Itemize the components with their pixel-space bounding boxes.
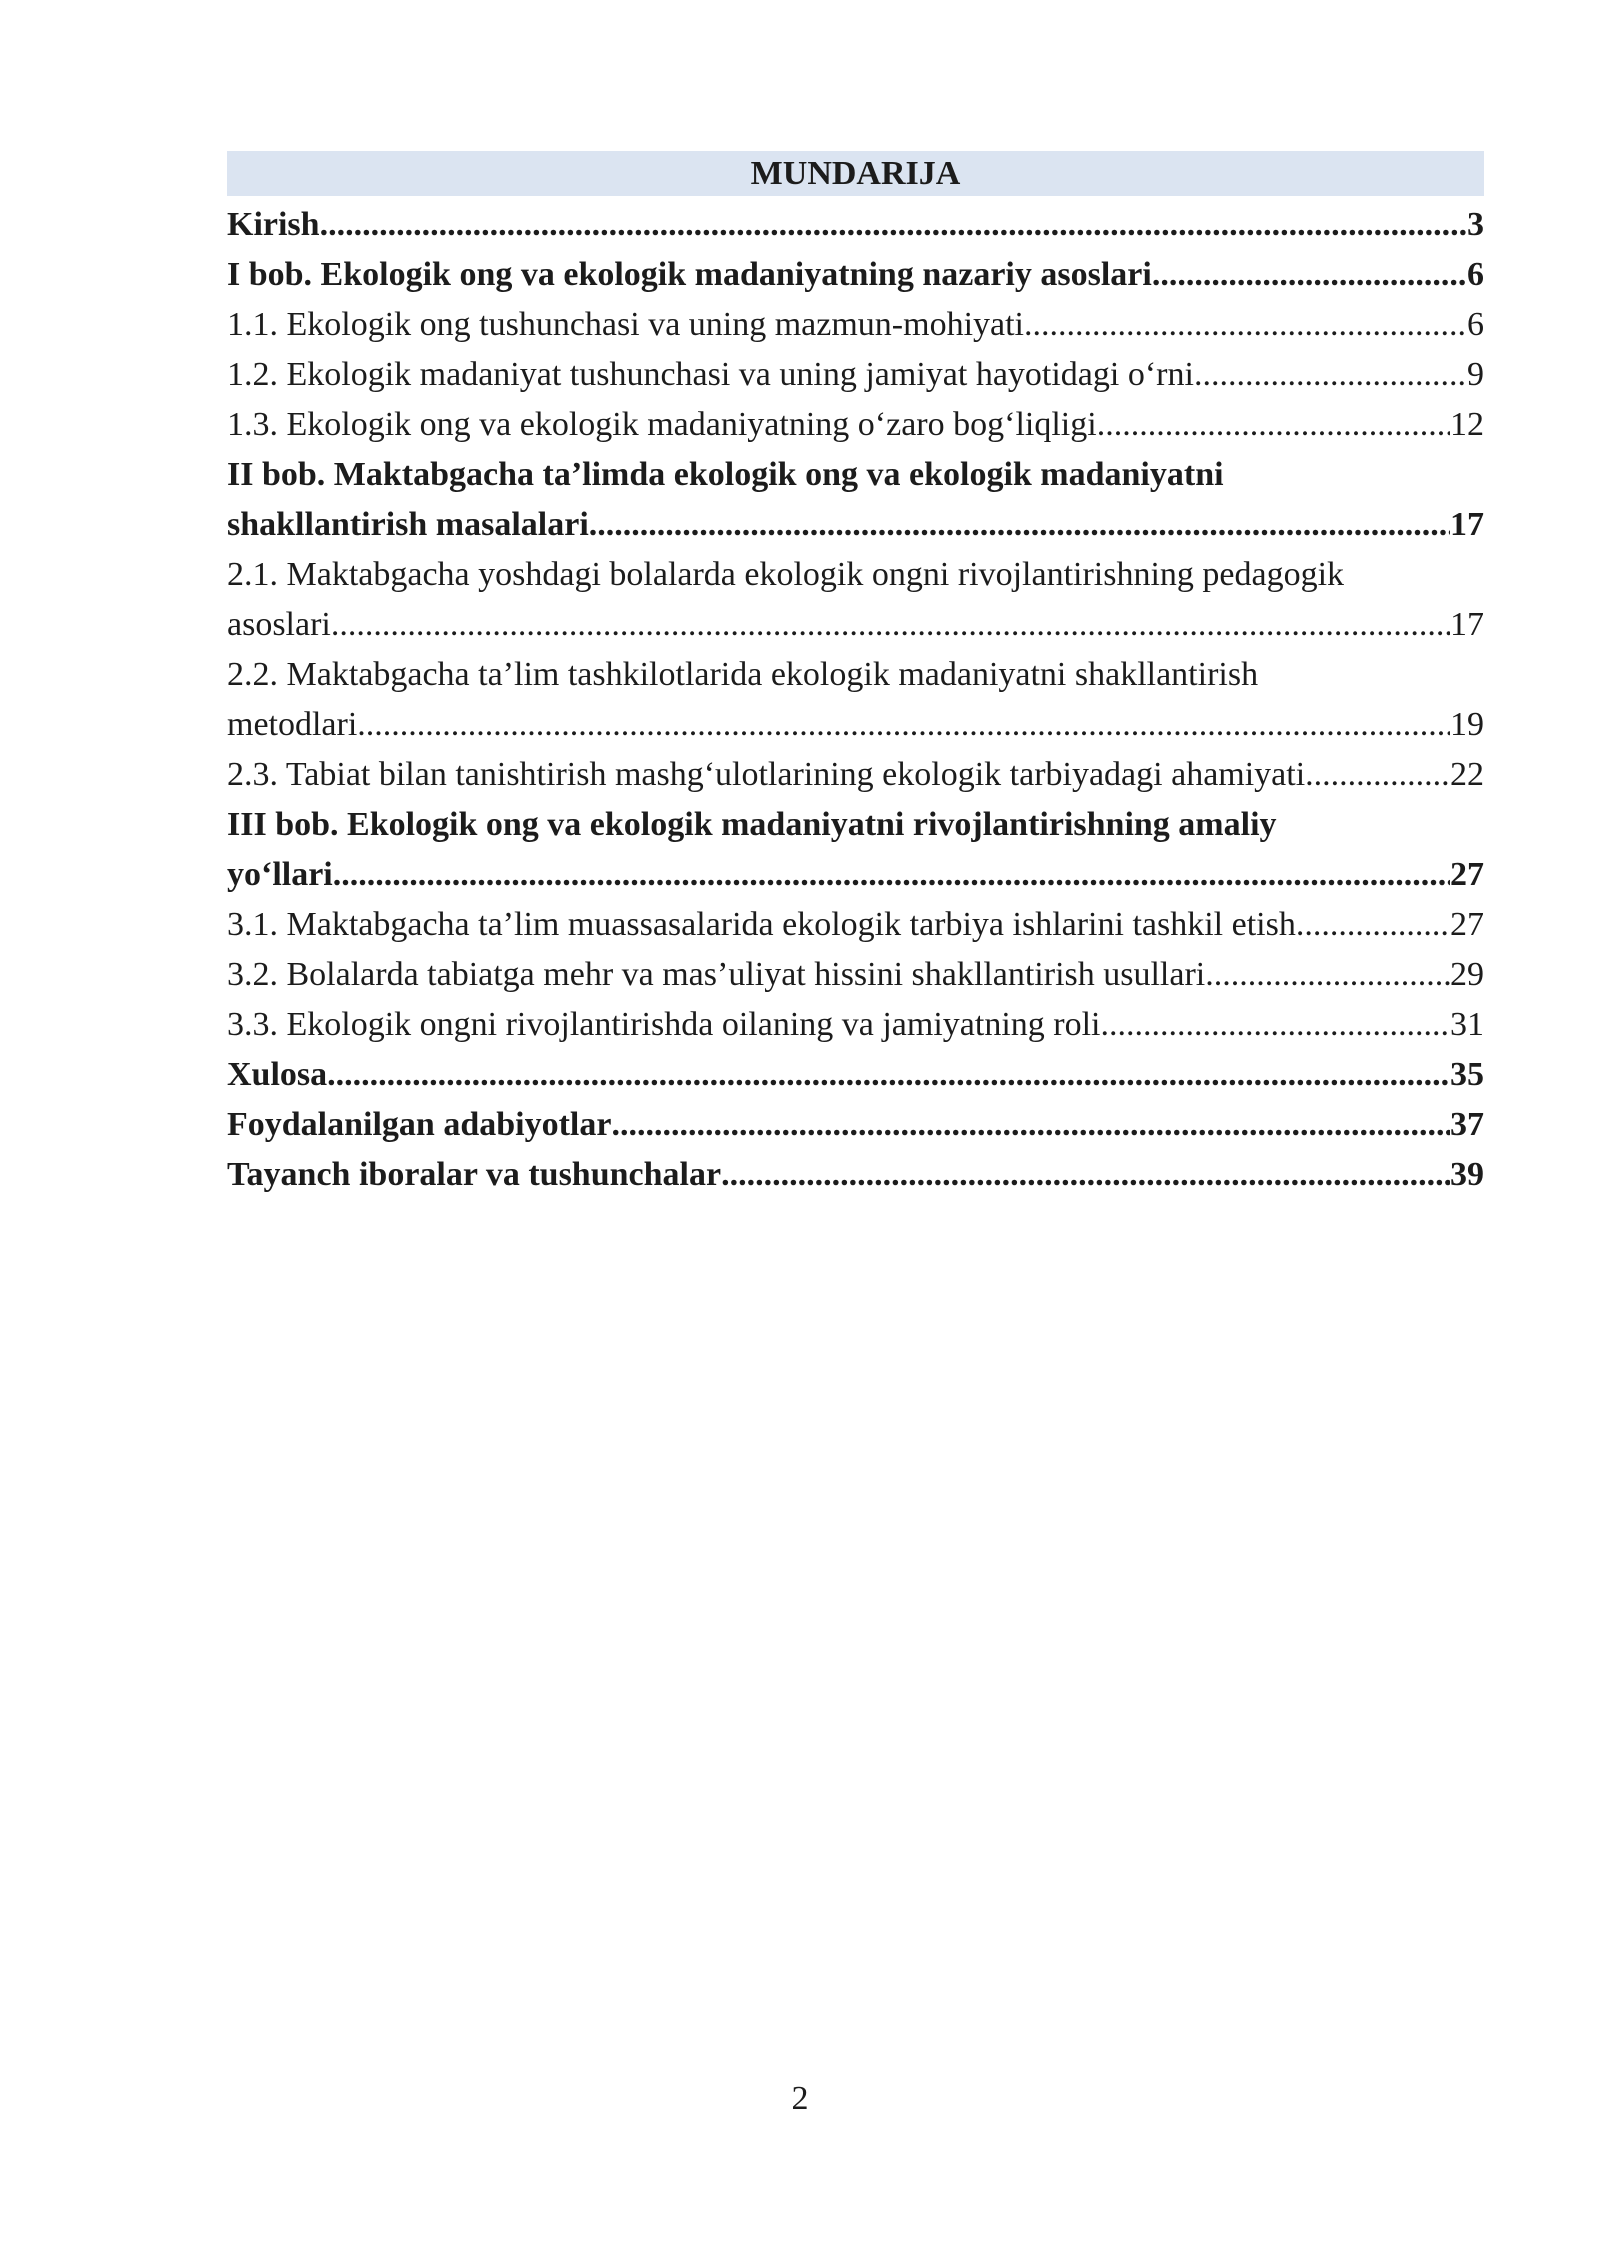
toc-leader-dots [327,1050,1450,1100]
toc-entry-line [227,300,1484,350]
toc-leader-dots [1152,250,1467,300]
toc-entry-page-number: 27 [1450,906,1484,943]
toc-entry-first-line: III bob. Ekologik ong va ekologik madaniyatni rivojlantirishning amaliy [227,806,1277,843]
toc-entry-line [227,950,1484,1000]
toc-entry-line [227,1000,1484,1050]
toc-entry-label: Foydalanilgan adabiyotlar [227,1106,612,1143]
toc-entry-page-number: 27 [1450,856,1484,893]
toc-entry-label: 1.1. Ekologik ong tushunchasi va uning mazmun-mohiyati [227,306,1025,343]
toc-leader-dots [331,600,1450,650]
toc-leader-dots [1296,900,1450,950]
toc-entry-label: Kirish [227,206,320,243]
toc-leader-dots [357,700,1450,750]
toc-leader-dots [333,850,1450,900]
toc-leader-dots [1205,950,1450,1000]
toc-entry[interactable] [227,250,1484,300]
toc-leader-dots [1194,350,1467,400]
toc-entry-label: metodlari [227,706,358,743]
toc-entry[interactable] [227,350,1484,400]
toc-title: MUNDARIJA [227,151,1484,196]
toc-entry[interactable] [227,550,1484,650]
toc-entry-label: Tayanch iboralar va tushunchalar [227,1156,722,1193]
toc-entry-page-number: 31 [1450,1006,1484,1043]
toc-entry-page-number: 19 [1450,706,1484,743]
toc-entry-label: 1.2. Ekologik madaniyat tushunchasi va uning jamiyat hayotidagi o‘rni [227,356,1194,393]
toc-entry-line [227,1050,1484,1100]
toc-entry-line [227,400,1484,450]
toc-entry[interactable] [227,1050,1484,1100]
toc-leader-dots [1024,300,1467,350]
table-of-contents [227,151,1484,1200]
toc-entry-first-line: 2.1. Maktabgacha yoshdagi bolalarda ekologik ongni rivojlantirishning pedagogik [227,556,1345,593]
toc-entry-label: 3.1. Maktabgacha ta’lim muassasalarida ekologik tarbiya ishlarini tashkil etish [227,906,1296,943]
toc-entry-label: Xulosa [227,1056,328,1093]
toc-entry-line [227,850,1484,900]
toc-entry-page-number: 3 [1467,206,1484,243]
toc-leader-dots [320,200,1467,250]
toc-leader-dots [611,1100,1450,1150]
toc-entry-line [227,200,1484,250]
toc-entry[interactable] [227,450,1484,550]
toc-leader-dots [1097,400,1450,450]
page-number: 2 [791,2080,809,2117]
toc-entry-line [227,750,1484,800]
toc-entry-line [227,900,1484,950]
toc-entry-label: 1.3. Ekologik ong va ekologik madaniyatning o‘zaro bog‘liqligi [227,406,1097,443]
toc-entry-line [227,350,1484,400]
toc-leader-dots [721,1150,1450,1200]
toc-entry[interactable] [227,200,1484,250]
toc-entry-page-number: 29 [1450,956,1484,993]
toc-entry-page-number: 35 [1450,1056,1484,1093]
toc-entry-line [227,1100,1484,1150]
toc-leader-dots [589,500,1450,550]
toc-entry[interactable] [227,750,1484,800]
toc-entry[interactable] [227,950,1484,1000]
toc-entry[interactable] [227,650,1484,750]
toc-entry[interactable] [227,1150,1484,1200]
toc-entry-label: yo‘llari [227,856,333,893]
toc-leader-dots [1305,750,1450,800]
toc-entry-line [227,250,1484,300]
toc-entry[interactable] [227,900,1484,950]
toc-entry-line [227,1150,1484,1200]
toc-leader-dots [1101,1000,1451,1050]
toc-entry-page-number: 6 [1467,256,1484,293]
toc-entry-page-number: 37 [1450,1106,1484,1143]
toc-entry[interactable] [227,400,1484,450]
toc-entry-line [227,500,1484,550]
toc-entry-label: shakllantirish masalalari [227,506,589,543]
toc-entry-page-number: 39 [1450,1156,1484,1193]
toc-entry-page-number: 17 [1450,506,1484,543]
toc-entry-first-line: 2.2. Maktabgacha ta’lim tashkilotlarida ekologik madaniyatni shakllantirish [227,656,1259,693]
toc-entry-label: 3.3. Ekologik ongni rivojlantirishda oilaning va jamiyatning roli [227,1006,1101,1043]
toc-entry-label: 3.2. Bolalarda tabiatga mehr va mas’uliyat hissini shakllantirish usullari [227,956,1206,993]
toc-entry-page-number: 12 [1450,406,1484,443]
toc-entry[interactable] [227,800,1484,900]
toc-entry-label: 2.3. Tabiat bilan tanishtirish mashg‘ulotlarining ekologik tarbiyadagi ahamiyati [227,756,1306,793]
toc-entry-line [227,700,1484,750]
toc-entry-page-number: 22 [1450,756,1484,793]
toc-entry-label: I bob. Ekologik ong va ekologik madaniyatning nazariy asoslari [227,256,1152,293]
toc-entry-first-line: II bob. Maktabgacha ta’limda ekologik ong va ekologik madaniyatni [227,456,1224,493]
toc-entry-page-number: 9 [1467,356,1484,393]
toc-entry-page-number: 17 [1450,606,1484,643]
toc-entry-page-number: 6 [1467,306,1484,343]
toc-entry-label: asoslari [227,606,331,643]
toc-entry[interactable] [227,1100,1484,1150]
toc-entries [227,200,1484,1200]
toc-entry[interactable] [227,300,1484,350]
toc-entry-line [227,600,1484,650]
toc-entry[interactable] [227,1000,1484,1050]
